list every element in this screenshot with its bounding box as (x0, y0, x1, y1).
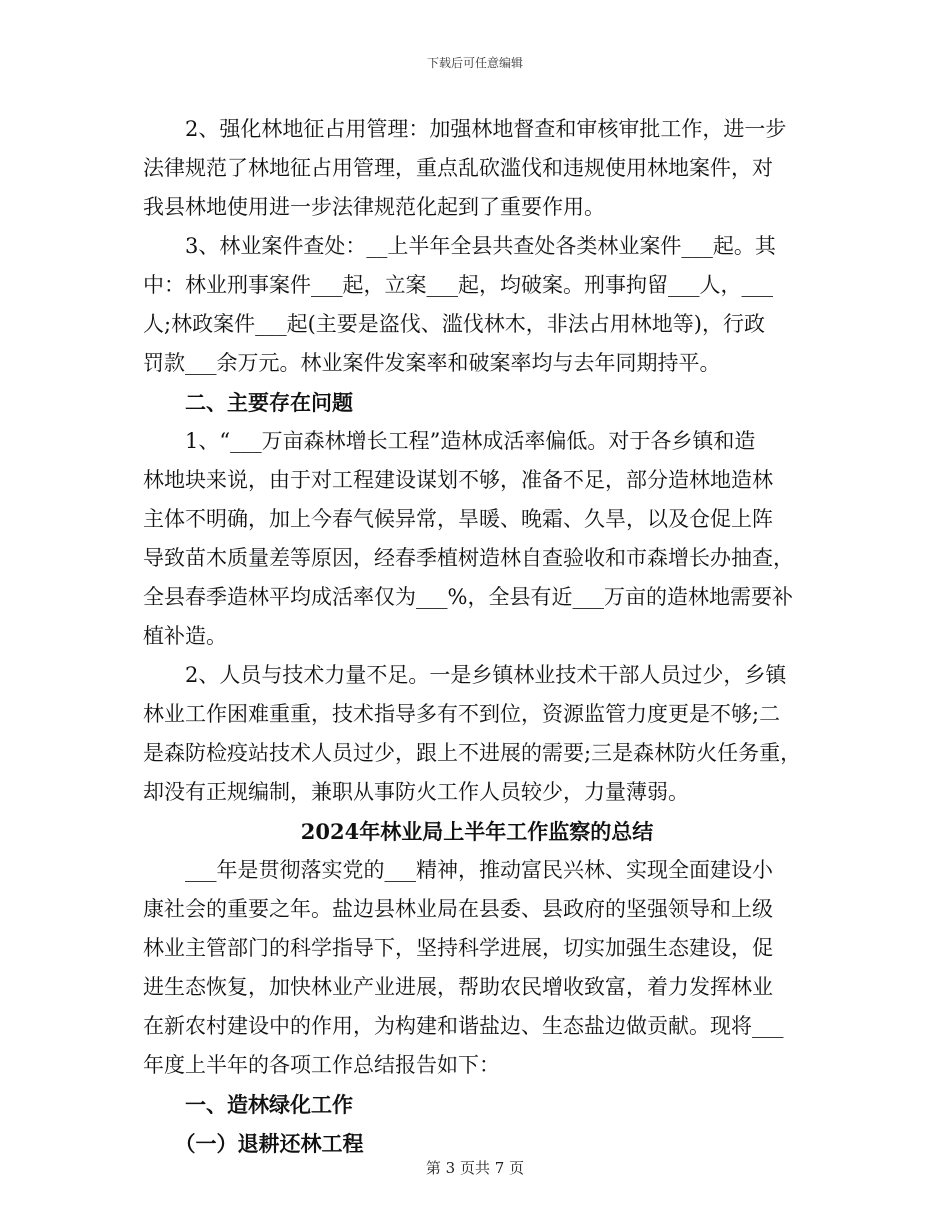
page-header: 下载后可任意编辑 (426, 56, 523, 70)
text-line: 植补造。 (143, 624, 227, 648)
text-line: 林业主管部门的科学指导下，坚持科学进展，切实加强生态建设，促 (143, 936, 773, 960)
text-line: 1、“___万亩森林增长工程”造林成活率偏低。对于各乡镇和造 (143, 429, 756, 453)
text-line: 进生态恢复，加快林业产业进展，帮助农民增收致富，着力发挥林业 (143, 975, 773, 999)
text-line: 3、林业案件查处：__上半年全县共查处各类林业案件___起。其 (143, 234, 776, 258)
text-line: 人;林政案件___起(主要是盗伐、滥伐林木，非法占用林地等)，行政 (143, 312, 765, 336)
text-line: 2、人员与技术力量不足。一是乡镇林业技术干部人员过少，乡镇 (143, 663, 787, 687)
text-line: 林业工作困难重重，技术指导多有不到位，资源监管力度更是不够;二 (143, 702, 781, 726)
document-title: 2024年林业局上半年工作监察的总结 (300, 819, 654, 844)
text-line: 主体不明确，加上今春气候异常，旱暖、晚霜、久旱，以及仓促上阵 (143, 507, 773, 531)
text-line: 是森防检疫站技术人员过少，跟上不进展的需要;三是森林防火任务重， (143, 741, 802, 765)
text-line: 却没有正规编制，兼职从事防火工作人员较少，力量薄弱。 (143, 780, 689, 804)
text-line: 康社会的重要之年。盐边县林业局在县委、县政府的坚强领导和上级 (143, 897, 773, 921)
subsection-heading: （一）退耕还林工程 (143, 1131, 364, 1156)
text-line: ___年是贯彻落实党的___精神，推动富民兴林、实现全面建设小 (143, 858, 773, 882)
text-line: 年度上半年的各项工作总结报告如下： (143, 1053, 500, 1077)
text-line: 在新农村建设中的作用，为构建和谐盐边、生态盐边做贡献。现将___ (143, 1014, 784, 1038)
document-body (143, 110, 811, 1163)
text-line: 我县林地使用进一步法律规范化起到了重要作用。 (143, 195, 605, 219)
page-footer: 第 3 页共 7 页 (425, 1159, 525, 1177)
text-line: 导致苗木质量差等原因，经春季植树造林自查验收和市森增长办抽查， (143, 546, 794, 570)
text-line: 中：林业刑事案件___起，立案___起，均破案。刑事拘留___人，___ (143, 273, 773, 297)
text-line: 罚款___余万元。林业案件发案率和破案率均与去年同期持平。 (143, 351, 721, 375)
section-heading: 一、造林绿化工作 (143, 1092, 353, 1117)
text-line: 林地块来说，由于对工程建设谋划不够，准备不足，部分造林地造林 (143, 468, 773, 492)
text-line: 全县春季造林平均成活率仅为___%，全县有近___万亩的造林地需要补 (143, 585, 793, 609)
text-line: 法律规范了林地征占用管理，重点乱砍滥伐和违规使用林地案件，对 (143, 156, 773, 180)
section-heading: 二、主要存在问题 (143, 390, 353, 415)
text-line: 2、强化林地征占用管理：加强林地督查和审核审批工作，进一步 (143, 117, 787, 141)
